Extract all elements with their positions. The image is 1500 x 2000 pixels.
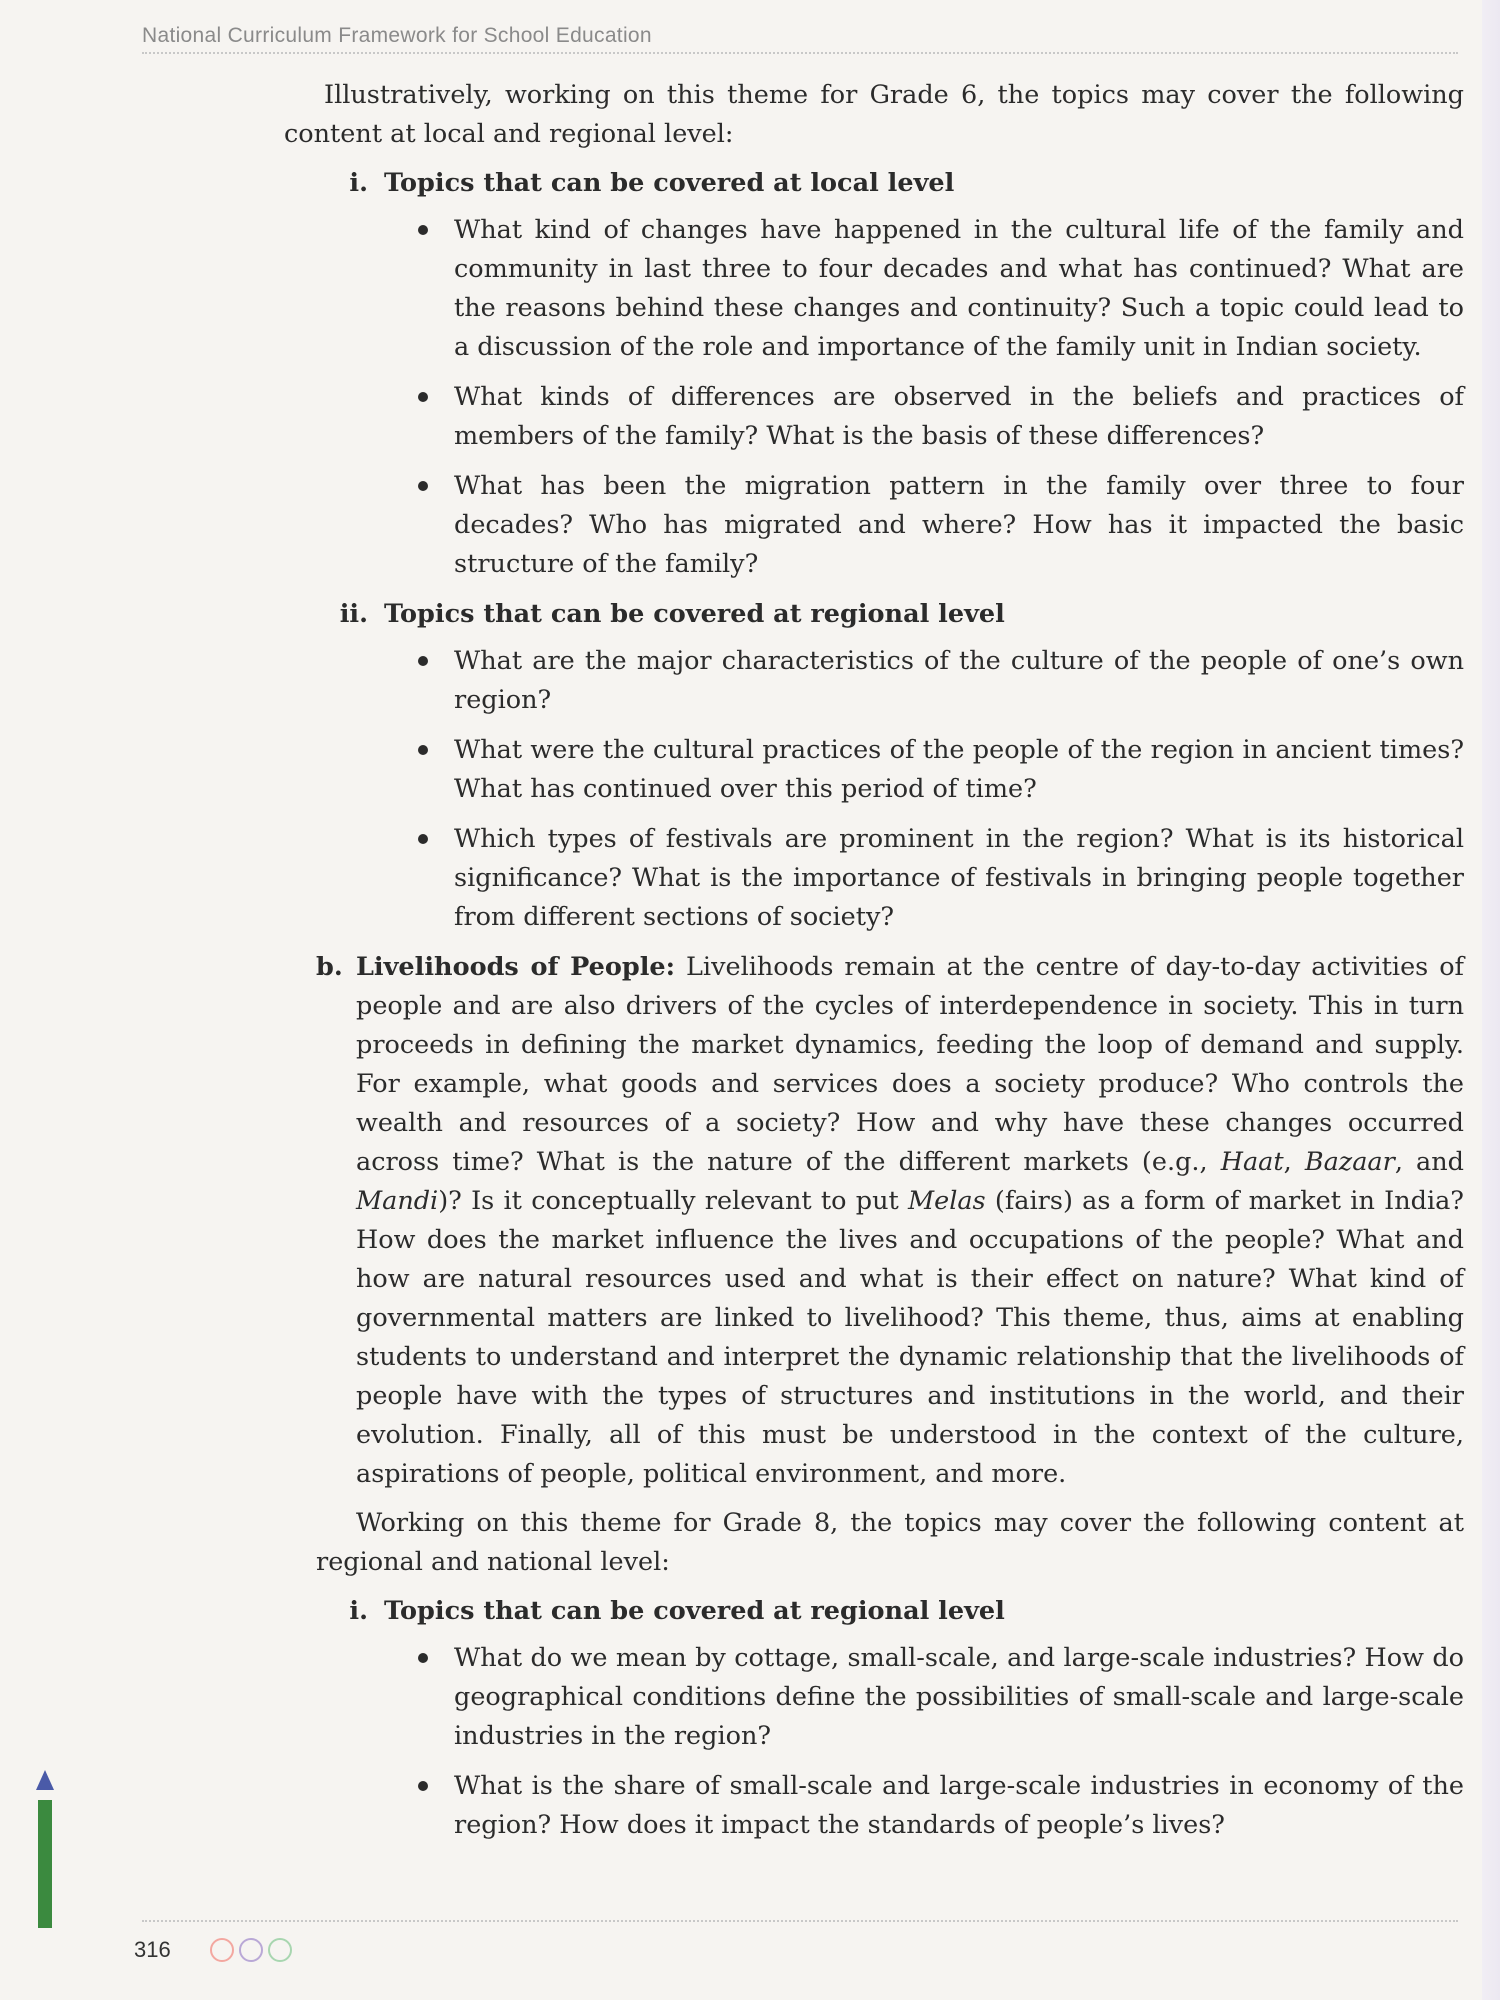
mandi-term: Mandi (356, 1186, 439, 1216)
page-number: 316 (134, 1937, 171, 1962)
regional-topics-list (416, 642, 1464, 937)
grade8-regional-number: i. (349, 1596, 368, 1626)
footer-decoration (210, 1938, 292, 1962)
grade8-paragraph: Working on this theme for Grade 8, the topics may cover the following content at regional and national level: (316, 1508, 1464, 1577)
grade8-regional-title: Topics that can be covered at regional level (384, 1596, 1005, 1626)
bazaar-term: Bazaar (1304, 1147, 1395, 1177)
local-topics-number: i. (349, 168, 368, 198)
list-item: What kind of changes have happened in the cultural life of the family and community in last three to four decades and what has continued? What are the reasons behind these changes and continuity? Such a topic could lead to a discussion of the role and importance of the family unit in Indian society. (416, 211, 1464, 367)
haat-term: Haat (1220, 1147, 1284, 1177)
list-item: What were the cultural practices of the people of the region in ancient times? What has continued over this period of time? (416, 731, 1464, 809)
page-content (284, 76, 1464, 1856)
livelihoods-title: Livelihoods of People: (356, 952, 676, 982)
grade8-regional-list (416, 1639, 1464, 1845)
running-header: National Curriculum Framework for School Education (142, 24, 652, 47)
livelihoods-text-2: )? Is it conceptually relevant to put (438, 1186, 908, 1216)
grade8-regional-heading (316, 1592, 1464, 1631)
local-topics-list (416, 211, 1464, 584)
separator: , (1283, 1147, 1305, 1177)
livelihoods-paragraph (356, 948, 1464, 1494)
livelihoods-text-3: (fairs) as a form of market in India? How does the market influence the lives and occupations of the people? What and how are natural resources used and what is their effect on nature? What kind of governmental matters are linked to livelihood? This theme, thus, aims at enabling students to understand and interpret the dynamic relationship that the livelihoods of people have with the types of structures and institutions in the world, and their evolution. Finally, all of this must be understood in the context of the culture, aspirations of people, political environment, and more. (356, 1186, 1464, 1489)
circle-icon (268, 1938, 292, 1962)
circle-icon (210, 1938, 234, 1962)
separator: , and (1394, 1147, 1464, 1177)
list-item: What kinds of differences are observed in the beliefs and practices of members of the family? What is the basis of these differences? (416, 378, 1464, 456)
section-marker: b. (316, 952, 343, 982)
list-item: What do we mean by cottage, small-scale, and large-scale industries? How do geographical conditions define the possibilities of small-scale and large-scale industries in the region? (416, 1639, 1464, 1756)
list-item: What are the major characteristics of the culture of the people of one’s own region? (416, 642, 1464, 720)
list-item: Which types of festivals are prominent in the region? What is its historical significance? What is the importance of festivals in bringing people together from different sections of society? (416, 820, 1464, 937)
regional-topics-heading (316, 595, 1464, 634)
regional-topics-number: ii. (339, 599, 368, 629)
side-tab-marker (38, 1800, 52, 1928)
regional-topics-title: Topics that can be covered at regional level (384, 599, 1005, 629)
footer-divider (142, 1920, 1458, 1922)
livelihoods-text-1: Livelihoods remain at the centre of day-to-day activities of people and are also drivers of the cycles of interdependence in society. This in turn proceeds in defining the market dynamics, feeding the loop of demand and supply. For example, what goods and services does a society produce? Who controls the wealth and resources of a society? How and why have these changes occurred across time? What is the nature of the different markets (e.g., (356, 952, 1464, 1177)
page-edge-strip (1482, 0, 1500, 2000)
section-arrow-icon (36, 1770, 54, 1790)
header-divider (142, 52, 1458, 54)
local-topics-title: Topics that can be covered at local level (384, 168, 955, 198)
livelihoods-section (316, 948, 1464, 1494)
local-topics-heading (316, 164, 1464, 203)
intro-paragraph: Illustratively, working on this theme for Grade 6, the topics may cover the following content at local and regional level: (284, 80, 1464, 149)
list-item: What is the share of small-scale and large-scale industries in economy of the region? How does it impact the standards of people’s lives? (416, 1767, 1464, 1845)
circle-icon (239, 1938, 263, 1962)
list-item: What has been the migration pattern in the family over three to four decades? Who has migrated and where? How has it impacted the basic structure of the family? (416, 467, 1464, 584)
melas-term: Melas (908, 1186, 986, 1216)
